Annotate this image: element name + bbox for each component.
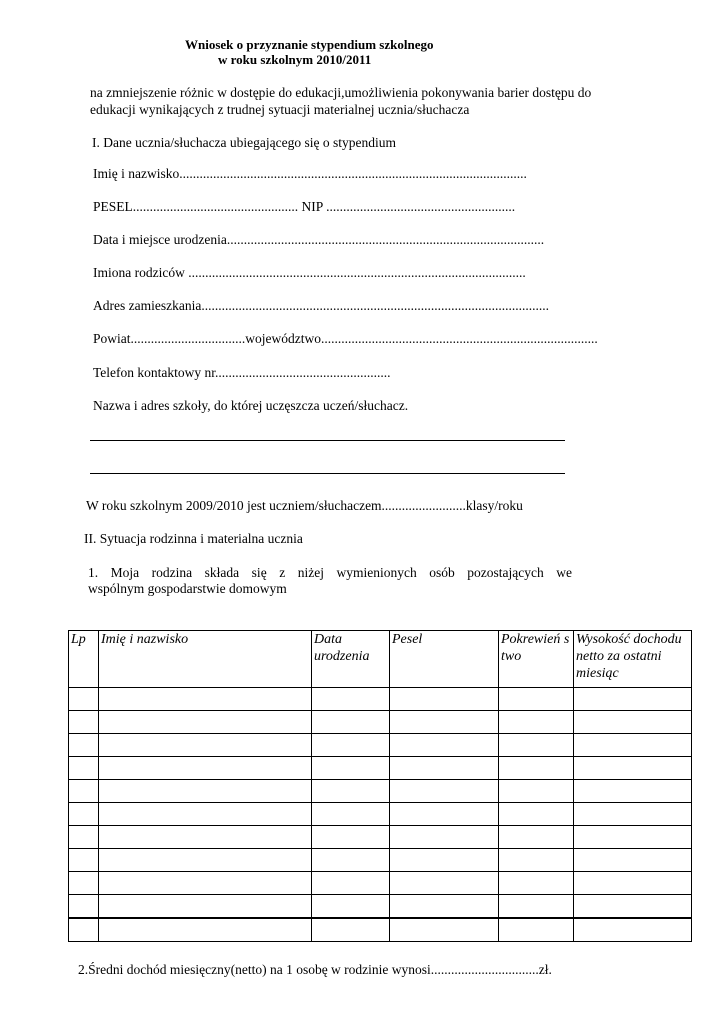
column-header-pesel: Pesel: [390, 631, 499, 688]
section-2-heading: II. Sytuacja rodzinna i materialna ucznia: [84, 531, 303, 546]
table-cell[interactable]: [69, 711, 99, 734]
table-row: [69, 734, 692, 757]
table-cell[interactable]: [312, 826, 390, 849]
field-district-voivodeship: Powiat..................................województwo..................................................................................: [93, 331, 598, 346]
table-cell[interactable]: [312, 711, 390, 734]
field-school-name-address: Nazwa i adres szkoły, do której uczęszcza uczeń/słuchacz.: [93, 398, 409, 413]
table-cell[interactable]: [574, 780, 692, 803]
table-cell[interactable]: [390, 711, 499, 734]
table-row: [69, 849, 692, 872]
table-cell[interactable]: [99, 872, 312, 895]
column-header-relationship: Pokrewień stwo: [499, 631, 574, 688]
table-cell[interactable]: [499, 849, 574, 872]
table-header-row: [69, 631, 692, 688]
table-cell[interactable]: [390, 734, 499, 757]
table-cell[interactable]: [312, 918, 390, 942]
column-header-income: Wysokość dochodu netto za ostatni miesiąc: [574, 631, 692, 688]
table-cell[interactable]: [390, 918, 499, 942]
table-cell[interactable]: [99, 849, 312, 872]
household-members-table: [68, 630, 692, 942]
table-cell[interactable]: [99, 918, 312, 942]
previous-school-year: W roku szkolnym 2009/2010 jest uczniem/słuchaczem.........................klasy/roku: [86, 498, 523, 513]
table-cell[interactable]: [390, 872, 499, 895]
table-cell[interactable]: [390, 780, 499, 803]
table-cell[interactable]: [390, 688, 499, 711]
table-cell[interactable]: [312, 688, 390, 711]
table-cell[interactable]: [312, 872, 390, 895]
table-cell[interactable]: [69, 895, 99, 919]
table-cell[interactable]: [99, 734, 312, 757]
table-row: [69, 803, 692, 826]
table-cell[interactable]: [69, 872, 99, 895]
table-cell[interactable]: [390, 849, 499, 872]
table-row: [69, 780, 692, 803]
table-cell[interactable]: [312, 849, 390, 872]
table-row: [69, 757, 692, 780]
table-cell[interactable]: [574, 734, 692, 757]
table-cell[interactable]: [99, 780, 312, 803]
table-cell[interactable]: [574, 872, 692, 895]
column-header-birth-date: Data urodzenia: [312, 631, 390, 688]
table-cell[interactable]: [574, 688, 692, 711]
intro-line-2: edukacji wynikających z trudnej sytuacji materialnej ucznia/słuchacza: [90, 102, 470, 117]
table-cell[interactable]: [69, 688, 99, 711]
table-cell[interactable]: [390, 757, 499, 780]
table-cell[interactable]: [499, 734, 574, 757]
table-cell[interactable]: [99, 826, 312, 849]
table-row: [69, 895, 692, 919]
field-pesel-nip: PESEL................................................. NIP ........................................................: [93, 199, 516, 214]
intro-line-1: na zmniejszenie różnic w dostępie do edukacji,umożliwienia pokonywania barier dostępu do: [90, 85, 592, 100]
table-cell[interactable]: [312, 757, 390, 780]
table-cell[interactable]: [574, 826, 692, 849]
column-header-name: Imię i nazwisko: [99, 631, 312, 688]
table-cell[interactable]: [574, 918, 692, 942]
table-cell[interactable]: [499, 872, 574, 895]
table-row: [69, 711, 692, 734]
table-cell[interactable]: [499, 803, 574, 826]
field-name: Imię i nazwisko.......................................................................................................: [93, 166, 527, 181]
table-cell[interactable]: [499, 757, 574, 780]
table-cell[interactable]: [574, 803, 692, 826]
table-cell[interactable]: [69, 826, 99, 849]
school-answer-line-2: [90, 473, 565, 474]
table-cell[interactable]: [99, 711, 312, 734]
table-row: [69, 688, 692, 711]
table-row: [69, 918, 692, 942]
table-cell[interactable]: [69, 803, 99, 826]
field-phone: Telefon kontaktowy nr....................................................: [93, 365, 391, 380]
average-income-statement: 2.Średni dochód miesięczny(netto) na 1 osobę w rodzinie wynosi................................zł.: [78, 962, 552, 977]
table-cell[interactable]: [312, 803, 390, 826]
family-statement-line-1: 1. Moja rodzina składa się z niżej wymienionych osób pozostających we: [88, 565, 572, 580]
field-birth-date-place: Data i miejsce urodzenia..............................................................................................: [93, 232, 545, 247]
table-cell[interactable]: [499, 895, 574, 919]
table-row: [69, 826, 692, 849]
table-cell[interactable]: [574, 849, 692, 872]
table-cell[interactable]: [390, 895, 499, 919]
table-cell[interactable]: [574, 711, 692, 734]
table-cell[interactable]: [69, 780, 99, 803]
field-address: Adres zamieszkania.......................................................................................................: [93, 298, 549, 313]
table-cell[interactable]: [499, 780, 574, 803]
form-title: Wniosek o przyznanie stypendium szkolnego: [185, 37, 434, 52]
table-cell[interactable]: [99, 757, 312, 780]
table-cell[interactable]: [69, 734, 99, 757]
table-cell[interactable]: [312, 734, 390, 757]
table-row: [69, 872, 692, 895]
table-cell[interactable]: [99, 803, 312, 826]
section-1-heading: I. Dane ucznia/słuchacza ubiegającego się o stypendium: [92, 135, 397, 150]
table-cell[interactable]: [69, 918, 99, 942]
table-cell[interactable]: [499, 688, 574, 711]
family-statement-line-2: wspólnym gospodarstwie domowym: [88, 581, 287, 596]
field-parents-names: Imiona rodziców ....................................................................................................: [93, 265, 526, 280]
column-header-lp: Lp: [69, 631, 99, 688]
table-cell[interactable]: [499, 918, 574, 942]
table-cell[interactable]: [574, 895, 692, 919]
table-cell[interactable]: [69, 757, 99, 780]
school-answer-line-1: [90, 440, 565, 441]
table-cell[interactable]: [574, 757, 692, 780]
table-cell[interactable]: [99, 895, 312, 919]
table-cell[interactable]: [312, 780, 390, 803]
table-cell[interactable]: [499, 711, 574, 734]
table-cell[interactable]: [390, 826, 499, 849]
table-cell[interactable]: [312, 895, 390, 919]
table-cell[interactable]: [69, 849, 99, 872]
form-subtitle: w roku szkolnym 2010/2011: [218, 52, 372, 67]
table-cell[interactable]: [99, 688, 312, 711]
table-cell[interactable]: [390, 803, 499, 826]
table-cell[interactable]: [499, 826, 574, 849]
